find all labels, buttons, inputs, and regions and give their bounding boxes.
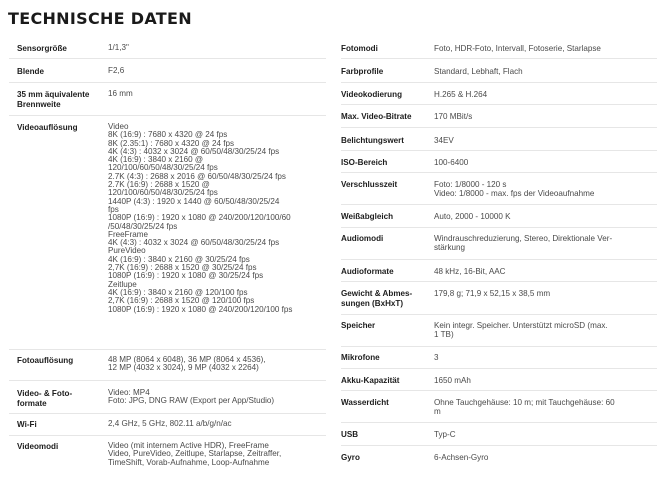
spec-value: 3 <box>434 353 439 362</box>
spec-value: 2,4 GHz, 5 GHz, 802.11 a/b/g/n/ac <box>108 419 232 428</box>
row-divider <box>341 58 657 59</box>
row-divider <box>341 127 657 128</box>
spec-value: 1650 mAh <box>434 376 471 385</box>
row-divider <box>341 172 657 173</box>
spec-label: USB <box>341 430 359 439</box>
page-title: TECHNISCHE DATEN <box>8 9 192 28</box>
row-divider <box>341 281 657 282</box>
spec-value: 179,8 g; 71,9 x 52,15 x 38,5 mm <box>434 289 551 298</box>
row-divider <box>341 445 657 446</box>
spec-label: Fotoauflösung <box>17 356 74 365</box>
spec-label: Audioformate <box>341 267 394 276</box>
spec-label: Blende <box>17 67 44 76</box>
row-divider <box>9 413 326 414</box>
spec-value: 170 MBit/s <box>434 112 473 121</box>
row-divider <box>341 368 657 369</box>
spec-label: Speicher <box>341 321 376 330</box>
row-divider <box>9 82 326 83</box>
spec-label: Verschlusszeit <box>341 180 398 189</box>
spec-value: Standard, Lebhaft, Flach <box>434 67 523 76</box>
row-divider <box>341 104 657 105</box>
row-divider <box>9 349 326 350</box>
spec-label: Videomodi <box>17 442 59 451</box>
spec-label: Sensorgröße <box>17 44 67 53</box>
spec-value: 34EV <box>434 136 454 145</box>
spec-label: 35 mm äquivalente Brennweite <box>17 90 90 109</box>
spec-value: F2,6 <box>108 66 125 75</box>
spec-value: Foto: 1/8000 - 120 s Video: 1/8000 - max. fps der Videoaufnahme <box>434 180 595 198</box>
row-divider <box>341 346 657 347</box>
row-divider <box>341 314 657 315</box>
spec-value: Windrauschreduzierung, Stereo, Direktionale Ver- stärkung <box>434 234 613 252</box>
spec-value: 48 kHz, 16-Bit, AAC <box>434 267 506 276</box>
row-divider <box>341 422 657 423</box>
spec-label: Max. Video-Bitrate <box>341 112 412 121</box>
spec-value: Typ-C <box>434 430 456 439</box>
spec-value: Foto, HDR-Foto, Intervall, Fotoserie, Starlapse <box>434 44 601 53</box>
spec-label: Akku-Kapazität <box>341 376 400 385</box>
spec-value: Kein integr. Speicher. Unterstützt microSD (max. 1 TB) <box>434 321 608 339</box>
row-divider <box>341 227 657 228</box>
row-divider <box>9 380 326 381</box>
spec-label: Farbprofile <box>341 67 384 76</box>
spec-label: Weißabgleich <box>341 212 394 221</box>
spec-label: Videokodierung <box>341 90 403 99</box>
spec-label: Videoauflösung <box>17 123 78 132</box>
spec-value: 48 MP (8064 x 6048), 36 MP (8064 x 4536), 12 MP (4032 x 3024), 9 MP (4032 x 2264) <box>108 355 266 373</box>
spec-value: Video (mit internem Active HDR), FreeFrame Video, PureVideo, Zeitlupe, Starlapse, Zeitraffer, TimeShift, Vorab-Aufnahme, Loop-Aufnahme <box>108 441 282 467</box>
spec-label: Audiomodi <box>341 234 384 243</box>
spec-label: ISO-Bereich <box>341 158 388 167</box>
spec-value: Auto, 2000 - 10000 K <box>434 212 511 221</box>
spec-label: Wasserdicht <box>341 398 389 407</box>
spec-value: Ohne Tauchgehäuse: 10 m; mit Tauchgehäuse: 60 m <box>434 398 615 416</box>
spec-label: Gewicht & Abmes-sungen (BxHxT) <box>341 289 413 308</box>
spec-value: 16 mm <box>108 89 133 98</box>
row-divider <box>341 204 657 205</box>
row-divider <box>9 115 326 116</box>
row-divider <box>9 58 326 59</box>
spec-label: Video- & Foto-formate <box>17 389 73 408</box>
spec-label: Wi-Fi <box>17 420 37 429</box>
spec-value: H.265 & H.264 <box>434 90 488 99</box>
spec-value: 6-Achsen-Gyro <box>434 453 489 462</box>
spec-label: Gyro <box>341 453 360 462</box>
row-divider <box>341 82 657 83</box>
row-divider <box>341 259 657 260</box>
spec-label: Fotomodi <box>341 44 378 53</box>
row-divider <box>341 150 657 151</box>
spec-value: 1/1,3" <box>108 43 129 52</box>
row-divider <box>341 390 657 391</box>
spec-label: Mikrofone <box>341 353 380 362</box>
spec-label: Belichtungswert <box>341 136 404 145</box>
row-divider <box>9 435 326 436</box>
spec-value: 100-6400 <box>434 158 469 167</box>
spec-value: Video 8K (16:9) : 7680 x 4320 @ 24 fps 8K (2.35:1) : 7680 x 4320 @ 24 fps 4K (4:3) : 4032 x 3024 @ 60/50/48/30/25/24 fps 4K (16:9) : 3840 x 2160 @ 120/100/60/50/48/30/25/24 fps 2.7K (4:3) : 2688 x 2016 @ 60/50/48/30/25/24 fps 2.7K (16:9) : 2688 x 1520 @ 120/100/60/50/48/30/25/24 fps 1440P (4:3) : 1920 x 1440 @ 60/50/48/30/25/24 fps 1080P (16:9) : 1920 x 1080 @ 240/200/120/100/60 /50/48/30/25/24 fps FreeFrame 4K (4:3) : 4032 x 3024 @ 60/50/48/30/25/24 fps PureVideo 4K (16:9) : 3840 x 2160 @ 30/25/24 fps 2,7K (16:9) : 2688 x 1520 @ 30/25/24 fps 1080P (16:9) : 1920 x 1080 @ 30/25/24 fps Zeitlupe 4K (16:9) : 3840 x 2160 @ 120/100 fps 2,7K (16:9) : 2688 x 1520 @ 120/100 fps 1080P (16:9) : 1920 x 1080 @ 240/200/120/100 fps <box>108 122 293 314</box>
spec-value: Video: MP4 Foto: JPG, DNG RAW (Export per App/Studio) <box>108 388 275 406</box>
